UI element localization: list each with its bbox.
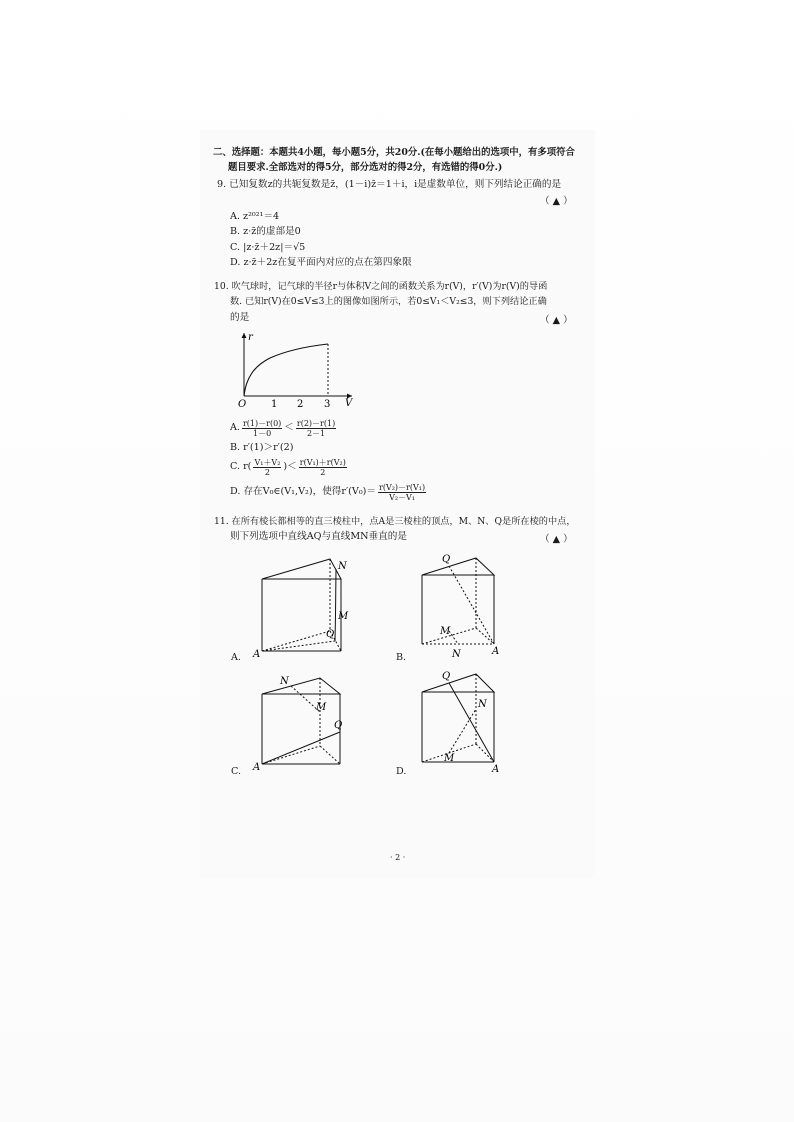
q10-option-c-mid: )＜	[283, 461, 297, 472]
q10-option-d-frac-num: r(V₂)－r(V₁)	[379, 482, 426, 492]
section-header-line2: 题目要求.全部选对的得5分，部分选对的得2分，有选错的得0分.)	[228, 162, 503, 173]
q10-option-d-prefix: D. 存在V₀∈(V₁,V₂)，使得r′(V₀)＝	[230, 486, 376, 497]
section-header-line1: 二、选择题：本题共4小题，每小题5分，共20分.(在每小题给出的选项中，有多项符合	[213, 147, 575, 158]
q10-stem-line3: 的是	[230, 312, 250, 323]
q10-option-a	[230, 417, 338, 439]
q11-stem-line2: 则下列选项中直线AQ与直线MN垂直的是	[230, 531, 407, 542]
x-tick-1: 1	[271, 399, 278, 410]
q10-stem-line1: 10. 吹气球时，记气球的半径r与体积V之间的函数关系为r(V)，r′(V)为r(V)的导函	[214, 281, 548, 292]
q10-option-c-frac1-den: 2	[264, 467, 270, 477]
fig-d-label-m: M	[444, 753, 455, 764]
x-tick-2: 2	[297, 399, 304, 410]
q10-option-a-prefix: A.	[230, 422, 240, 433]
x-axis-label: V	[345, 398, 353, 409]
q9-option-c: C. |z·z̄＋2z|＝√5	[230, 242, 306, 253]
q10-option-c-frac1-num: V₁＋V₂	[254, 457, 281, 467]
fig-c-label-n: N	[280, 676, 289, 687]
fig-b-label-n: N	[452, 649, 461, 660]
fig-a-label-n: N	[338, 561, 347, 572]
fig-b-label-q: Q	[442, 554, 451, 565]
fig-c-label-m: M	[316, 702, 327, 713]
q11-option-d-label: D.	[396, 766, 407, 777]
fig-b-label-a: A	[492, 646, 500, 657]
q10-option-d-frac	[378, 483, 426, 502]
q10-option-c-frac1	[253, 458, 281, 477]
q10-option-c-frac2-den: 2	[320, 467, 326, 477]
fig-a-label-m: M	[338, 611, 349, 622]
q9-option-d: D. z·z̄＋2z在复平面内对应的点在第四象限	[230, 257, 412, 268]
q10-option-c	[230, 456, 349, 478]
q11-figure-c	[250, 670, 350, 775]
q10-option-c-frac2	[299, 458, 347, 477]
q10-option-a-lt: ＜	[284, 422, 294, 433]
q10-option-b: B. r′(1)＞r′(2)	[230, 442, 294, 453]
page-number: · 2 ·	[390, 853, 406, 862]
q10-option-c-prefix: C. r(	[230, 461, 252, 472]
fig-d-label-q: Q	[442, 671, 451, 682]
fig-c-label-q: Q	[334, 720, 343, 731]
origin-label: O	[238, 399, 247, 410]
q11-option-b-label: B.	[396, 652, 407, 663]
fig-d-label-a: A	[492, 764, 500, 775]
q9-answer-mark: （ ▲ ）	[540, 196, 573, 207]
fig-a-label-a: A	[253, 649, 261, 660]
q10-option-d-frac-den: V₂－V₁	[389, 492, 416, 502]
curve-r-of-v	[244, 344, 328, 396]
q10-option-a-frac1	[242, 419, 282, 438]
q10-graph	[232, 330, 357, 408]
q9-option-a: A. z²⁰²¹＝4	[230, 211, 280, 222]
q10-option-c-frac2-num: r(V₁)＋r(V₂)	[299, 457, 346, 467]
q11-figure-b	[412, 548, 512, 658]
q10-option-a-frac1-den: 1－0	[253, 428, 272, 438]
y-axis-arrow	[242, 333, 247, 338]
q11-answer-mark: （ ▲ ）	[540, 534, 573, 545]
fig-c-label-a: A	[253, 762, 261, 773]
q11-stem-line1: 11. 在所有棱长都相等的直三棱柱中，点A是三棱柱的顶点，M、N、Q是所在棱的中点，	[214, 516, 576, 527]
q9-stem: 9. 已知复数z的共轭复数是z̄，(1－i)z̄＝1＋i，i是虚数单位，则下列结论正确的是	[217, 179, 562, 190]
q11-figure-d	[412, 666, 512, 776]
q10-stem-line2: 数. 已知r(V)在0≤V≤3上的图像如图所示，若0≤V₁＜V₂≤3，则下列结论正确	[230, 296, 547, 307]
y-axis-label: r	[248, 332, 253, 343]
q9-option-b: B. z·z̄的虚部是0	[230, 226, 301, 237]
q10-option-a-frac1-num: r(1)－r(0)	[242, 418, 282, 428]
q11-figure-a	[250, 553, 355, 661]
q10-option-a-frac2-num: r(2)－r(1)	[296, 418, 336, 428]
q10-answer-mark: （ ▲ ）	[540, 315, 573, 326]
q11-option-a-label: A.	[231, 652, 241, 663]
fig-d-label-n: N	[478, 699, 487, 710]
q10-option-a-frac2	[296, 419, 336, 438]
fig-a-label-q: Q	[326, 629, 335, 640]
x-tick-3: 3	[324, 399, 331, 410]
q11-option-c-label: C.	[231, 766, 242, 777]
q10-option-d	[230, 481, 428, 503]
fig-b-label-m: M	[440, 626, 451, 637]
q10-option-a-frac2-den: 2－1	[306, 428, 326, 438]
